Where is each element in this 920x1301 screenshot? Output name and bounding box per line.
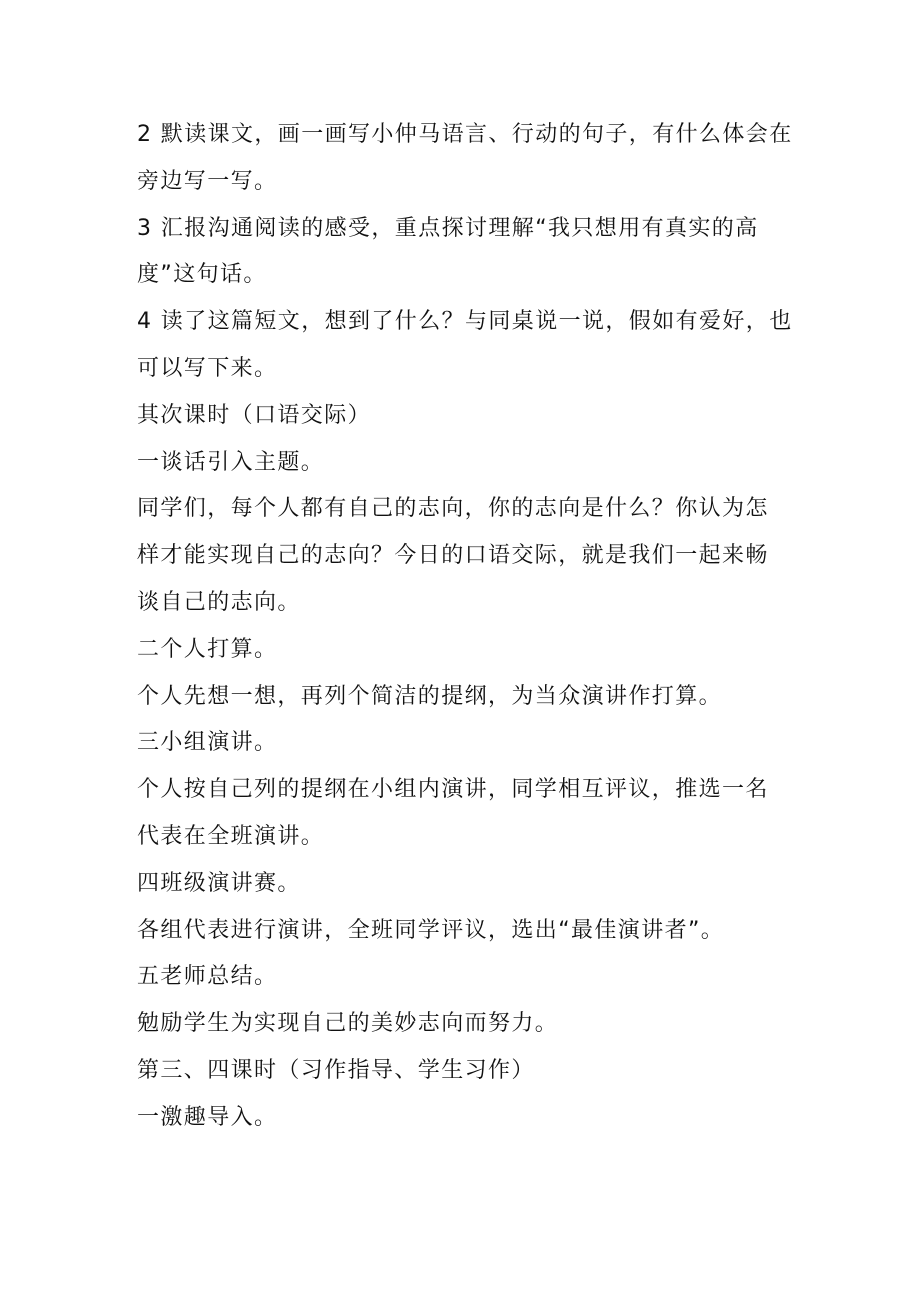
text-line: 勉励学生为实现自己的美妙志向而努力。 [137, 1011, 559, 1037]
text-line: 旁边写一写。 [137, 168, 278, 194]
section-heading: 第三、四课时（习作指导、学生习作） [137, 1057, 535, 1083]
step-heading: 一谈话引入主题。 [137, 449, 325, 475]
text-line: 各组代表进行演讲，全班同学评议，选出“最佳演讲者”。 [137, 917, 725, 943]
document-body [137, 112, 793, 1142]
step-heading: 五老师总结。 [137, 964, 278, 990]
text-line: 3 汇报沟通阅读的感受，重点探讨理解“我只想用有真实的高 [137, 215, 759, 241]
step-heading: 四班级演讲赛。 [137, 870, 301, 896]
text-line: 度”这句话。 [137, 262, 267, 288]
text-line: 同学们，每个人都有自己的志向，你的志向是什么？你认为怎 [137, 496, 769, 522]
text-line: 个人先想一想，再列个简洁的提纲，为当众演讲作打算。 [137, 683, 723, 709]
text-line: 2 默读课文，画一画写小仲马语言、行动的句子，有什么体会在 [137, 122, 793, 147]
text-line: 4 读了这篇短文，想到了什么？与同桌说一说，假如有爱好，也 [137, 309, 793, 335]
step-heading: 二个人打算。 [137, 636, 278, 662]
text-line: 代表在全班演讲。 [137, 823, 325, 849]
text-line: 可以写下来。 [137, 355, 278, 381]
step-heading: 三小组演讲。 [137, 730, 278, 756]
section-heading: 其次课时（口语交际） [137, 402, 372, 428]
text-line: 谈自己的志向。 [137, 589, 301, 615]
step-heading: 一激趣导入。 [137, 1104, 278, 1130]
text-line: 个人按自己列的提纲在小组内演讲，同学相互评议，推选一名 [137, 777, 769, 803]
text-line: 样才能实现自己的志向？今日的口语交际，就是我们一起来畅 [137, 543, 769, 569]
